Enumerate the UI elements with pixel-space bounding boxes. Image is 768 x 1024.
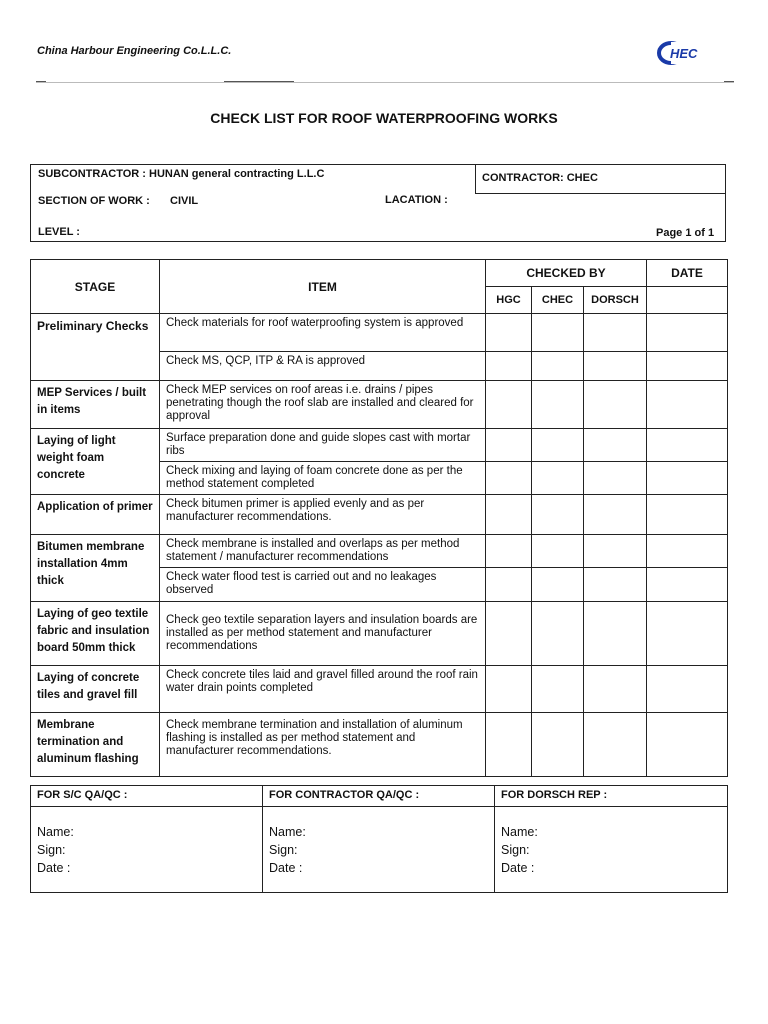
header-chec: CHEC (532, 287, 584, 314)
dorsch-check-cell[interactable] (584, 429, 647, 462)
dorsch-check-cell[interactable] (584, 535, 647, 568)
stage-cell: Laying of light weight foam concrete (31, 429, 160, 495)
header-rule-accent (724, 81, 734, 82)
signoff-header-contractor: FOR CONTRACTOR QA/QC : (263, 786, 495, 807)
dorsch-check-cell[interactable] (584, 314, 647, 352)
table-row (31, 713, 728, 777)
sign-label: Sign: (501, 843, 530, 857)
date-cell[interactable] (647, 602, 728, 666)
stage-cell: MEP Services / built in items (31, 381, 160, 429)
dorsch-check-cell[interactable] (584, 666, 647, 713)
table-row (31, 535, 728, 568)
contractor-field: CONTRACTOR: CHEC (482, 172, 598, 184)
name-label: Name: (37, 825, 74, 839)
item-cell: Check membrane termination and installation of aluminum flashing is installed as per method statement and manufacturer recommendations. (160, 713, 486, 777)
table-row (31, 602, 728, 666)
item-cell: Check mixing and laying of foam concrete done as per the method statement completed (160, 462, 486, 495)
item-cell: Check MEP services on roof areas i.e. drains / pipes penetrating though the roof slab are installed and cleared for approval (160, 381, 486, 429)
item-cell: Check materials for roof waterproofing system is approved (160, 314, 486, 352)
sign-label: Sign: (37, 843, 66, 857)
date-cell[interactable] (647, 352, 728, 381)
table-row (31, 666, 728, 713)
item-cell: Check MS, QCP, ITP & RA is approved (160, 352, 486, 381)
date-cell[interactable] (647, 495, 728, 535)
stage-cell: Membrane termination and aluminum flashing (31, 713, 160, 777)
section-label: SECTION OF WORK : (38, 195, 150, 207)
hgc-check-cell[interactable] (486, 568, 532, 602)
header-hgc: HGC (486, 287, 532, 314)
document-title: CHECK LIST FOR ROOF WATERPROOFING WORKS (210, 110, 558, 126)
header-checked-by: CHECKED BY (486, 260, 647, 287)
hgc-check-cell[interactable] (486, 666, 532, 713)
header-dorsch: DORSCH (584, 287, 647, 314)
hgc-check-cell[interactable] (486, 352, 532, 381)
signoff-block-contractor[interactable] (263, 807, 495, 893)
header-rule-accent (224, 81, 294, 82)
stage-cell: Laying of concrete tiles and gravel fill (31, 666, 160, 713)
stage-cell: Preliminary Checks (31, 314, 160, 381)
hgc-check-cell[interactable] (486, 314, 532, 352)
level-field: LEVEL : (38, 226, 80, 238)
stage-cell: Application of primer (31, 495, 160, 535)
chec-check-cell[interactable] (532, 535, 584, 568)
chec-check-cell[interactable] (532, 568, 584, 602)
signoff-table (30, 785, 728, 893)
date-cell[interactable] (647, 666, 728, 713)
date-label: Date : (501, 861, 535, 875)
signoff-header-dorsch: FOR DORSCH REP : (495, 786, 728, 807)
chec-check-cell[interactable] (532, 666, 584, 713)
dorsch-check-cell[interactable] (584, 568, 647, 602)
header-rule (36, 82, 734, 83)
dorsch-check-cell[interactable] (584, 713, 647, 777)
date-cell[interactable] (647, 535, 728, 568)
dorsch-check-cell[interactable] (584, 495, 647, 535)
page-number: Page 1 of 1 (656, 227, 715, 239)
signoff-block-sc[interactable] (31, 807, 263, 893)
hgc-check-cell[interactable] (486, 495, 532, 535)
project-info-box (30, 164, 726, 242)
name-label: Name: (501, 825, 538, 839)
sign-label: Sign: (269, 843, 298, 857)
header-rule-accent (36, 81, 46, 82)
date-cell[interactable] (647, 314, 728, 352)
item-cell: Check water flood test is carried out and no leakages observed (160, 568, 486, 602)
item-cell: Surface preparation done and guide slopes cast with mortar ribs (160, 429, 486, 462)
signoff-header-sc: FOR S/C QA/QC : (31, 786, 263, 807)
hgc-check-cell[interactable] (486, 381, 532, 429)
hgc-check-cell[interactable] (486, 713, 532, 777)
chec-check-cell[interactable] (532, 429, 584, 462)
chec-logo (657, 40, 707, 66)
hgc-check-cell[interactable] (486, 429, 532, 462)
chec-check-cell[interactable] (532, 602, 584, 666)
item-cell: Check bitumen primer is applied evenly and as per manufacturer recommendations. (160, 495, 486, 535)
stage-cell: Bitumen membrane installation 4mm thick (31, 535, 160, 602)
dorsch-check-cell[interactable] (584, 352, 647, 381)
name-label: Name: (269, 825, 306, 839)
chec-check-cell[interactable] (532, 713, 584, 777)
date-cell[interactable] (647, 429, 728, 462)
chec-check-cell[interactable] (532, 495, 584, 535)
header-stage: STAGE (31, 260, 160, 314)
hgc-check-cell[interactable] (486, 462, 532, 495)
signoff-block-dorsch[interactable] (495, 807, 728, 893)
section-value: CIVIL (170, 195, 199, 207)
table-row (31, 429, 728, 462)
dorsch-check-cell[interactable] (584, 602, 647, 666)
company-name: China Harbour Engineering Co.L.L.C. (37, 45, 232, 57)
date-cell[interactable] (647, 462, 728, 495)
subcontractor-field: SUBCONTRACTOR : HUNAN general contracting L.L.C (38, 168, 325, 180)
table-row (31, 495, 728, 535)
logo-text: HEC (670, 46, 698, 61)
location-field: LACATION : (385, 194, 448, 206)
date-label: Date : (37, 861, 71, 875)
date-cell[interactable] (647, 568, 728, 602)
header-item: ITEM (160, 260, 486, 314)
item-cell: Check membrane is installed and overlaps as per method statement / manufacturer recommendations (160, 535, 486, 568)
stage-cell: Laying of geo textile fabric and insulation board 50mm thick (31, 602, 160, 666)
item-cell: Check geo textile separation layers and insulation boards are installed as per method statement and manufacturer recommendations (160, 602, 486, 666)
table-row (31, 314, 728, 352)
chec-check-cell[interactable] (532, 381, 584, 429)
item-cell: Check concrete tiles laid and gravel filled around the roof rain water drain points completed (160, 666, 486, 713)
hgc-check-cell[interactable] (486, 602, 532, 666)
date-cell[interactable] (647, 713, 728, 777)
hgc-check-cell[interactable] (486, 535, 532, 568)
dorsch-check-cell[interactable] (584, 462, 647, 495)
header-date: DATE (647, 260, 728, 287)
date-cell[interactable] (647, 381, 728, 429)
chec-check-cell[interactable] (532, 314, 584, 352)
chec-check-cell[interactable] (532, 462, 584, 495)
date-label: Date : (269, 861, 303, 875)
dorsch-check-cell[interactable] (584, 381, 647, 429)
chec-check-cell[interactable] (532, 352, 584, 381)
table-row (31, 381, 728, 429)
checklist-table (30, 259, 728, 777)
